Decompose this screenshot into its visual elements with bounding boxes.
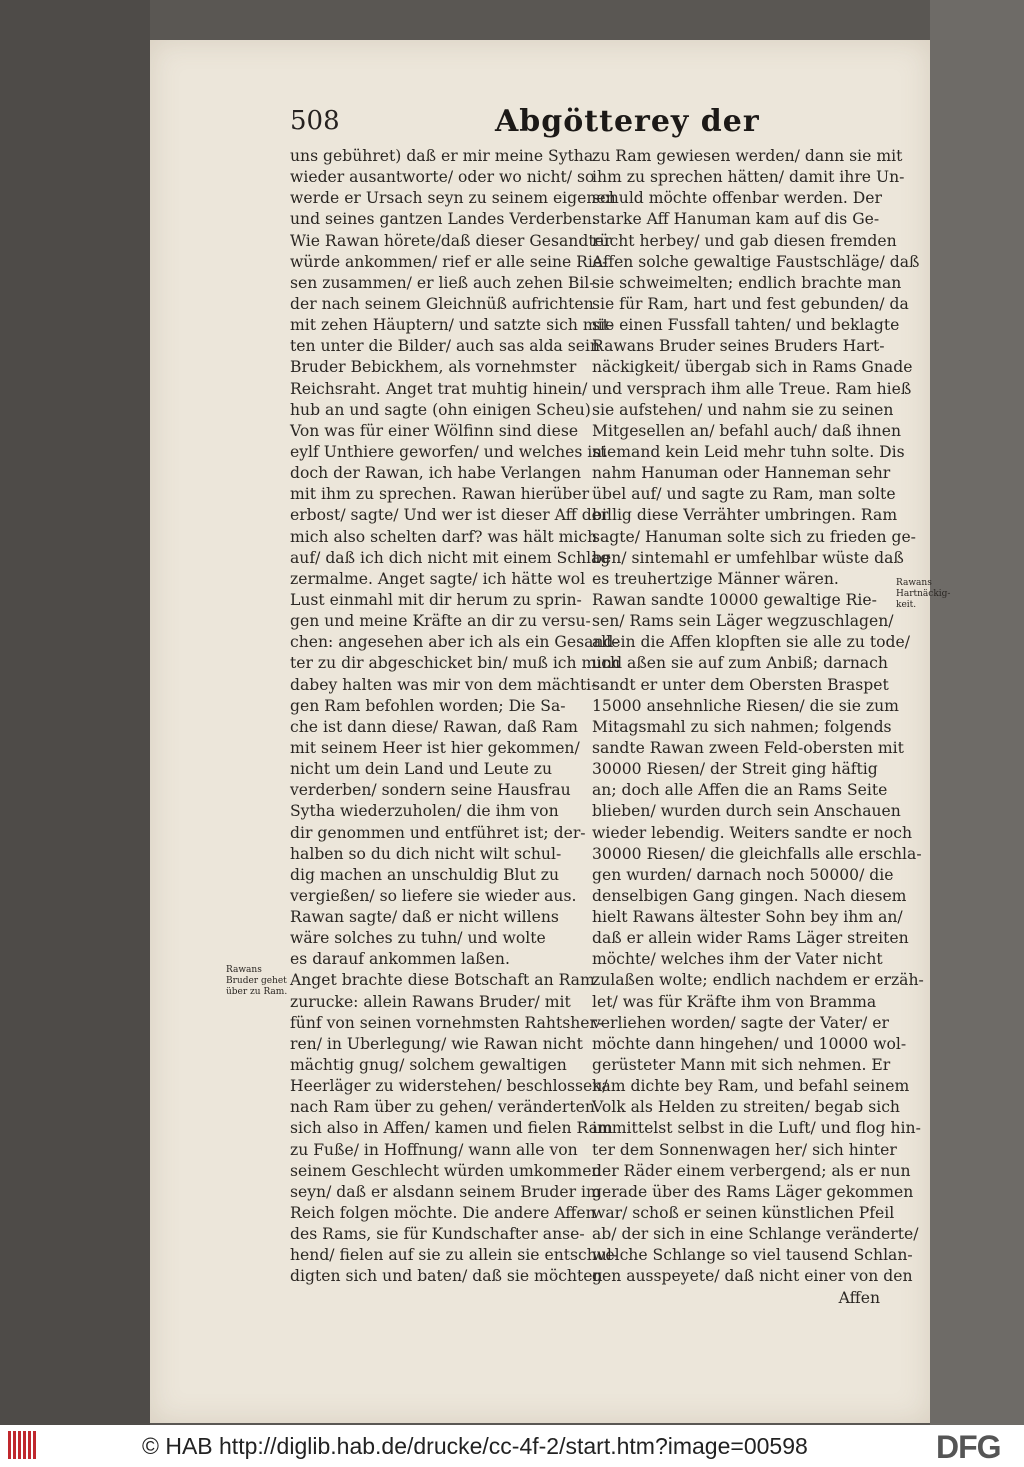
- text-line: ben/ sintemahl er umfehlbar wüste daß: [592, 548, 904, 567]
- text-line: billig diese Verrähter umbringen. Ram: [592, 506, 898, 525]
- text-line: Volk als Helden zu streiten/ begab sich: [592, 1098, 900, 1117]
- text-line: nahm Hanuman oder Hanneman sehr: [592, 464, 891, 483]
- text-line: 30000 Riesen/ die gleichfalls alle erschla-: [592, 844, 922, 863]
- text-line: zurucke: allein Rawans Bruder/ mit: [290, 992, 571, 1011]
- marginal-note-right: [896, 578, 950, 611]
- text-line: denselbigen Gang gingen. Nach diesem: [592, 886, 907, 905]
- document-page: [150, 40, 951, 1423]
- text-line: fünf von seinen vornehmsten Rahtsher-: [290, 1013, 603, 1032]
- text-line: 30000 Riesen/ der Streit ging häftig: [592, 760, 878, 779]
- copyright-link[interactable]: © HAB http://diglib.hab.de/drucke/cc-4f-2/start.htm?image=00598: [142, 1433, 808, 1459]
- left-text-column: [290, 146, 621, 1288]
- text-line: kam dichte bey Ram, und befahl seinem: [592, 1077, 910, 1096]
- text-line: Sytha wiederzuholen/ die ihm von: [290, 802, 559, 821]
- text-line: es darauf ankommen laßen.: [290, 950, 510, 969]
- text-line: wieder ausantworte/ oder wo nicht/ so: [290, 168, 595, 187]
- library-logo-icon: [8, 1431, 42, 1461]
- text-line: let/ was für Kräfte ihm von Bramma: [592, 992, 877, 1011]
- text-line: Rawan sagte/ daß er nicht willens: [290, 908, 559, 927]
- text-line: Reichsraht. Anget trat muhtig hinein/: [290, 379, 588, 398]
- text-line: chen: angesehen aber ich als ein Gesand-: [290, 633, 619, 652]
- text-line: übel auf/ und sagte zu Ram, man solte: [592, 485, 896, 504]
- running-head: Abgötterey der: [495, 104, 760, 139]
- text-line: Anget brachte diese Botschaft an Ram: [290, 971, 595, 990]
- footer-bar: [0, 1425, 1024, 1467]
- text-line: verderben/ sondern seine Hausfrau: [290, 781, 571, 800]
- text-line: war/ schoß er seinen künstlichen Pfeil: [592, 1204, 895, 1223]
- text-line: sich also in Affen/ kamen und fielen Ram: [290, 1119, 613, 1138]
- text-line: sandte Rawan zween Feld-obersten mit: [592, 738, 904, 757]
- text-line: gen wurden/ darnach noch 50000/ die: [592, 865, 894, 884]
- text-line: zermalme. Anget sagte/ ich hätte wol: [290, 569, 586, 588]
- text-line: mit ihm zu sprechen. Rawan hierüber: [290, 485, 590, 504]
- marginal-line: Bruder gehet: [226, 976, 287, 986]
- text-line: Rawans Bruder seines Bruders Hart-: [592, 337, 885, 356]
- text-line: sen/ Rams sein Läger wegzuschlagen/: [592, 612, 894, 631]
- text-line: welche Schlange so viel tausend Schlan-: [592, 1246, 913, 1265]
- page-header: [150, 106, 930, 146]
- text-line: halben so du dich nicht wilt schul-: [290, 844, 562, 863]
- text-line: 15000 ansehnliche Riesen/ die sie zum: [592, 696, 899, 715]
- text-line: an; doch alle Affen die an Rams Seite: [592, 781, 888, 800]
- text-line: dir genommen und entführet ist; der-: [290, 823, 586, 842]
- text-line: verliehen worden/ sagte der Vater/ er: [592, 1013, 889, 1032]
- text-line: nicht um dein Land und Leute zu: [290, 760, 553, 779]
- text-line: dig machen an unschuldig Blut zu: [290, 865, 560, 884]
- text-line: gen ausspeyete/ daß nicht einer von den: [592, 1267, 913, 1286]
- text-line: allein die Affen klopften sie alle zu tode/: [592, 633, 910, 652]
- text-line: Bruder Bebickhem, als vornehmster: [290, 358, 577, 377]
- text-line: und aßen sie auf zum Anbiß; darnach: [592, 654, 888, 673]
- text-line: blieben/ wurden durch sein Anschauen: [592, 802, 901, 821]
- text-line: und seines gantzen Landes Verderben.: [290, 210, 597, 229]
- text-line: digten sich und baten/ daß sie möchten: [290, 1267, 603, 1286]
- text-line: möchte dann hingehen/ und 10000 wol-: [592, 1034, 907, 1053]
- text-line: sie schweimelten; endlich brachte man: [592, 273, 902, 292]
- text-line: hub an und sagte (ohn einigen Scheu): [290, 400, 591, 419]
- text-line: Mitagsmahl zu sich nahmen; folgends: [592, 717, 892, 736]
- text-line: der Räder einem verbergend; als er nun: [592, 1161, 911, 1180]
- marginal-line: Rawans: [226, 965, 262, 975]
- text-line: mit seinem Heer ist hier gekommen/: [290, 738, 580, 757]
- text-line: sandt er unter dem Obersten Braspet: [592, 675, 889, 694]
- dfg-logo: DFG: [936, 1429, 1001, 1465]
- text-line: Von was für einer Wölfinn sind diese: [290, 421, 579, 440]
- text-line: wieder lebendig. Weiters sandte er noch: [592, 823, 913, 842]
- text-line: dabey halten was mir von dem mächti-: [290, 675, 597, 694]
- text-line: Lust einmahl mit dir herum zu sprin-: [290, 590, 582, 609]
- text-line: sie aufstehen/ und nahm sie zu seinen: [592, 400, 894, 419]
- text-line: würde ankommen/ rief er alle seine Rie-: [290, 252, 608, 271]
- text-line: Rawan sandte 10000 gewaltige Rie-: [592, 590, 877, 609]
- text-line: doch der Rawan, ich habe Verlangen: [290, 464, 582, 483]
- page-number: 508: [290, 106, 340, 136]
- text-line: mit zehen Häuptern/ und satzte sich mit-: [290, 316, 615, 335]
- text-line: Mitgesellen an/ befahl auch/ daß ihnen: [592, 421, 902, 440]
- text-line: sagte/ Hanuman solte sich zu frieden ge-: [592, 527, 916, 546]
- text-line: es treuhertzige Männer wären.: [592, 569, 839, 588]
- text-line: ren/ in Uberlegung/ wie Rawan nicht: [290, 1034, 583, 1053]
- text-line: Wie Rawan hörete/daß dieser Gesandter: [290, 231, 612, 250]
- text-line: Heerläger zu widerstehen/ beschlossen/: [290, 1077, 608, 1096]
- text-line: ab/ der sich in eine Schlange veränderte/: [592, 1225, 919, 1244]
- text-line: starke Aff Hanuman kam auf dis Ge-: [592, 210, 880, 229]
- text-line: sie einen Fussfall tahten/ und beklagte: [592, 316, 900, 335]
- text-line: ihm zu sprechen hätten/ damit ihre Un-: [592, 168, 905, 187]
- marginal-line: Hartnäckig-: [896, 589, 951, 599]
- text-line: seinem Geschlecht würden umkommen: [290, 1161, 602, 1180]
- text-line: gen und meine Kräfte an dir zu versu-: [290, 612, 591, 631]
- text-line: mich also schelten darf? was hält mich: [290, 527, 598, 546]
- text-line: daß er allein wider Rams Läger streiten: [592, 929, 909, 948]
- text-line: Reich folgen möchte. Die andere Affen: [290, 1204, 596, 1223]
- background-left: [0, 0, 150, 1425]
- text-line: gerüsteter Mann mit sich nehmen. Er: [592, 1056, 891, 1075]
- text-line: ten unter die Bilder/ auch sas alda sein: [290, 337, 601, 356]
- text-line: hielt Rawans ältester Sohn bey ihm an/: [592, 908, 903, 927]
- text-line: gen Ram befohlen worden; Die Sa-: [290, 696, 566, 715]
- text-line: ter dem Sonnenwagen her/ sich hinter: [592, 1140, 897, 1159]
- marginal-line: über zu Ram.: [226, 987, 288, 997]
- text-line: schuld möchte offenbar werden. Der: [592, 189, 882, 208]
- marginal-line: Rawans: [896, 578, 932, 588]
- text-line: ter zu dir abgeschicket bin/ muß ich mich: [290, 654, 621, 673]
- marginal-line: keit.: [896, 600, 917, 610]
- text-line: Affen solche gewaltige Faustschläge/ daß: [592, 252, 920, 271]
- text-line: werde er Ursach seyn zu seinem eigenen: [290, 189, 616, 208]
- text-line: gerade über des Rams Läger gekommen: [592, 1182, 914, 1201]
- text-line: immittelst selbst in die Luft/ und flog hin-: [592, 1119, 921, 1138]
- text-line: hend/ fielen auf sie zu allein sie entschul-: [290, 1246, 618, 1265]
- text-line: zulaßen wolte; endlich nachdem er erzäh-: [592, 971, 924, 990]
- text-line: che ist dann diese/ Rawan, daß Ram: [290, 717, 578, 736]
- text-line: näckigkeit/ übergab sich in Rams Gnade: [592, 358, 913, 377]
- text-line: uns gebühret) daß er mir meine Sytha: [290, 147, 594, 165]
- text-line: rücht herbey/ und gab diesen fremden: [592, 231, 897, 250]
- text-line: des Rams, sie für Kundschafter anse-: [290, 1225, 585, 1244]
- text-line: wäre solches zu tuhn/ und wolte: [290, 929, 546, 948]
- text-line: und versprach ihm alle Treue. Ram hieß: [592, 379, 912, 398]
- background-right: [930, 0, 1024, 1425]
- text-line: seyn/ daß er alsdann seinem Bruder im: [290, 1182, 601, 1201]
- text-line: der nach seinem Gleichnüß aufrichten: [290, 294, 594, 313]
- marginal-note-left: [226, 965, 287, 998]
- text-line: sen zusammen/ er ließ auch zehen Bil-: [290, 273, 595, 292]
- text-line: niemand kein Leid mehr tuhn solte. Dis: [592, 442, 905, 461]
- text-line: nach Ram über zu gehen/ veränderten: [290, 1098, 595, 1117]
- text-line: zu Fuße/ in Hoffnung/ wann alle von: [290, 1140, 578, 1159]
- catchword: Affen: [838, 1288, 880, 1307]
- text-line: mächtig gnug/ solchem gewaltigen: [290, 1056, 567, 1075]
- text-line: erbost/ sagte/ Und wer ist dieser Aff der: [290, 506, 609, 525]
- text-line: vergießen/ so liefere sie wieder aus.: [290, 886, 577, 905]
- text-line: eylf Unthiere geworfen/ und welches ist: [290, 442, 607, 461]
- text-line: auf/ daß ich dich nicht mit einem Schlag: [290, 548, 611, 567]
- text-line: zu Ram gewiesen werden/ dann sie mit: [592, 147, 903, 165]
- text-line: möchte/ welches ihm der Vater nicht: [592, 950, 883, 969]
- text-line: sie für Ram, hart und fest gebunden/ da: [592, 294, 909, 313]
- right-text-column: [592, 146, 924, 1309]
